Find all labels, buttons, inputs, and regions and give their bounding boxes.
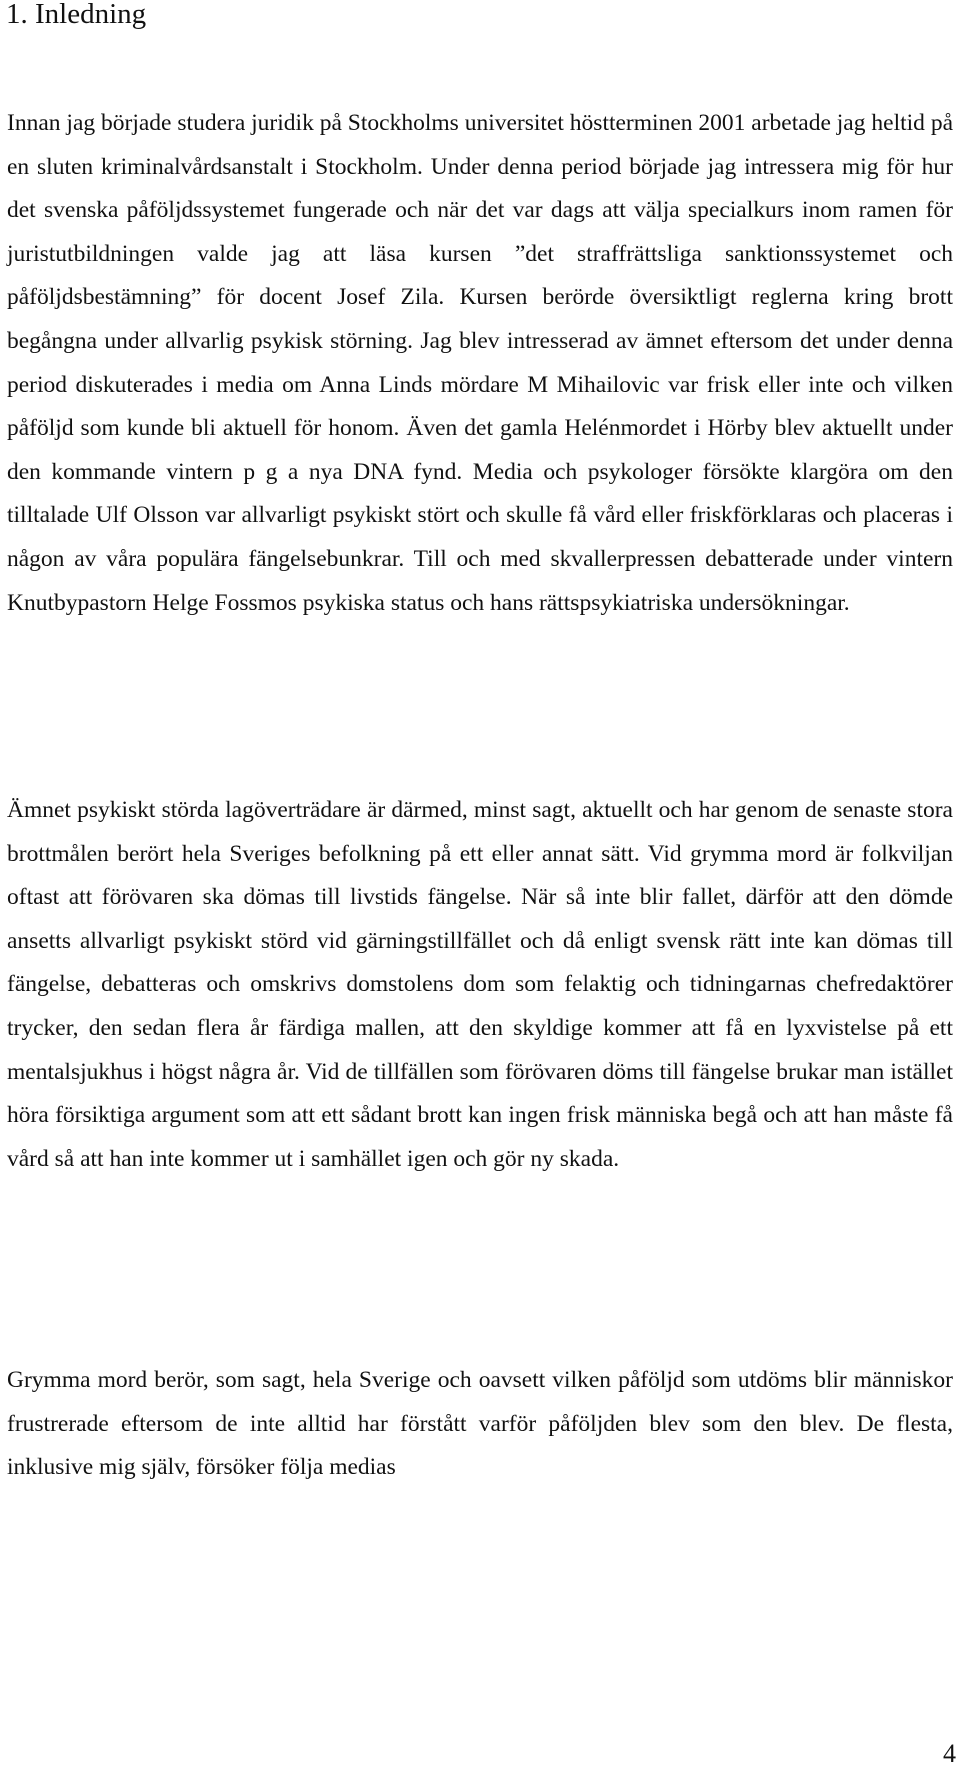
paragraph-1: Innan jag började studera juridik på Stockholms universitet höstterminen 2001 arbetade jag heltid på en sluten kriminalvårdsanstalt i Stockholm. Under denna period började jag intressera mig för hur det svenska påföljdssystemet fungerade och när det var dags att välja specialkurs inom ramen för juristutbildningen valde jag att läsa kursen ”det straffrättsliga sanktionssystemet och påföljdsbestämning” för docent Josef Zila. Kursen berörde översiktligt reglerna kring brott begångna under allvarlig psykisk störning. Jag blev intresserad av ämnet eftersom det under denna period diskuterades i media om Anna Linds mördare M Mihailovic var frisk eller inte och vilken påföljd som kunde bli aktuell för honom. Även det gamla Helénmordet i Hörby blev aktuellt under den kommande vintern p g a nya DNA fynd. Media och psykologer försökte klargöra om den tilltalade Ulf Olsson var allvarligt psykiskt stört och skulle få vård eller friskförklaras och placeras i någon av våra populära fängelsebunkrar. Till och med skvallerpressen debatterade under vintern Knutbypastorn Helge Fossmos psykiska status och hans rättspsykiatriska undersökningar.: [7, 110, 953, 616]
paragraph-2: Ämnet psykiskt störda lagöverträdare är därmed, minst sagt, aktuellt och har genom de senaste stora brottmålen berört hela Sveriges befolkning på ett eller annat sätt. Vid grymma mord är folkviljan oftast att förövaren ska dömas till livstids fängelse. När så inte blir fallet, därför att den dömde ansetts allvarligt psykiskt störd vid gärningstillfället och då enligt svensk rätt inte kan dömas till fängelse, debatteras och omskrivs domstolens dom som felaktig och tidningarnas chefredaktörer trycker, den sedan flera år färdiga mallen, att den skyldige kommer att få en lyxvistelse på ett mentalsjukhus i högst några år. Vid de tillfällen som förövaren döms till fängelse brukar man istället höra försiktiga argument som att ett sådant brott kan ingen frisk människa begå och att han måste få vård så att han inte kommer ut i samhället igen och gör ny skada.: [7, 797, 953, 1172]
paragraph-3: Grymma mord berör, som sagt, hela Sverige och oavsett vilken påföljd som utdöms blir människor frustrerade eftersom de inte alltid har förstått varför påföljden blev som den blev. De flesta, inklusive mig själv, försöker följa medias: [7, 1367, 953, 1481]
section-heading: 1. Inledning: [6, 0, 147, 30]
page-number: 4: [943, 1739, 956, 1768]
